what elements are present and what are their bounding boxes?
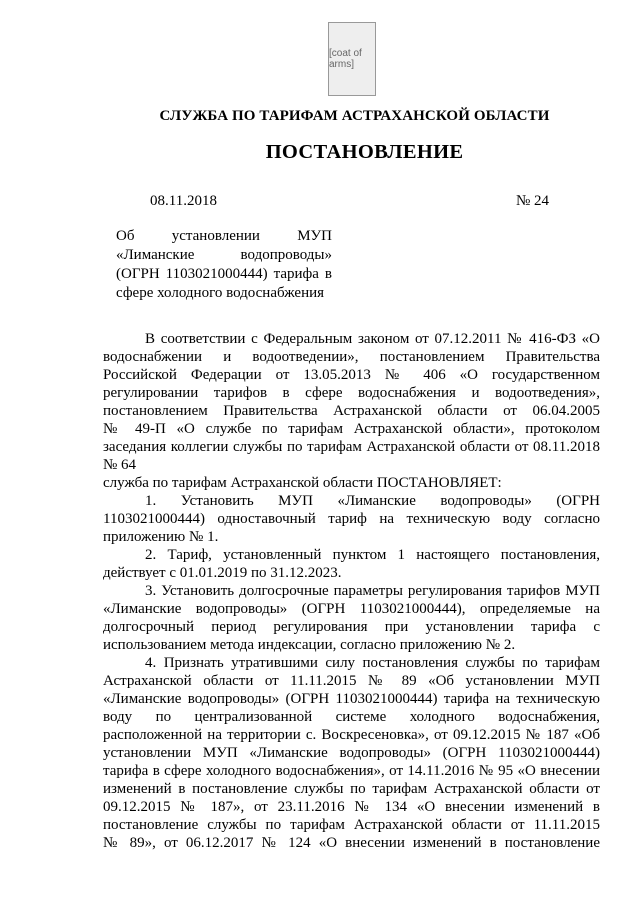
document-type-title: ПОСТАНОВЛЕНИЕ (265, 141, 464, 163)
body-line: № 89», от 06.12.2017 № 124 «О внесении изменений в постановление (103, 835, 600, 851)
astrakhan-coat-of-arms-icon: [coat of arms] (328, 22, 376, 96)
subject-line: «Лиманские водопроводы» (116, 247, 332, 263)
body-line: заседания коллегии службы по тарифам Астраханской области от 08.11.2018 (103, 439, 600, 455)
organization-name: СЛУЖБА ПО ТАРИФАМ АСТРАХАНСКОЙ ОБЛАСТИ (159, 108, 550, 124)
body-line: № 64 (103, 457, 137, 473)
body-line: изменений в постановление службы по тарифам Астраханской области от (103, 781, 600, 797)
body-line: установлении МУП «Лиманские водопроводы» (ОГРН 1103021000444) (103, 745, 600, 761)
subject-line: (ОГРН 1103021000444) тарифа в (116, 266, 332, 282)
body-line: регулировании тарифов в сфере водоснабжения и водоотведения», (103, 385, 600, 401)
body-line: тарифа в сфере холодного водоснабжения», от 14.11.2016 № 95 «О внесении (103, 763, 600, 779)
subject-line: сфере холодного водоснабжения (116, 285, 325, 301)
body-line: 4. Признать утратившими силу постановления службы по тарифам (145, 655, 600, 671)
body-line: постановление службы по тарифам Астраханской области от 11.11.2015 (103, 817, 600, 833)
body-line: действует с 01.01.2019 по 31.12.2023. (103, 565, 342, 581)
document-body (103, 330, 600, 852)
body-line: «Лиманские водопроводы» (ОГРН 1103021000444) тарифа на техническую (103, 691, 600, 707)
body-line: «Лиманские водопроводы» (ОГРН 1103021000444), определяемые на (103, 601, 600, 617)
body-line: водоснабжении и водоотведении», постановлением Правительства (103, 349, 600, 365)
subject-line: Об установлении МУП (116, 228, 332, 244)
body-line: 1103021000444) одноставочный тариф на техническую воду согласно (103, 511, 600, 527)
body-line: расположенной на территории с. Воскресеновка», от 09.12.2015 № 187 «Об (103, 727, 600, 743)
body-line: 3. Установить долгосрочные параметры регулирования тарифов МУП (145, 583, 600, 599)
body-line: 2. Тариф, установленный пунктом 1 настоящего постановления, (145, 547, 600, 563)
document-date: 08.11.2018 (150, 193, 217, 209)
body-line: 09.12.2015 № 187», от 23.11.2016 № 134 «О внесении изменений в (103, 799, 600, 815)
body-line: Астраханской области от 11.11.2015 № 89 «Об установлении МУП (103, 673, 600, 689)
document-subject (116, 227, 332, 303)
body-line: служба по тарифам Астраханской области ПОСТАНОВЛЯЕТ: (103, 475, 502, 491)
body-line: приложению № 1. (103, 529, 219, 545)
body-line: воду по централизованной системе холодного водоснабжения, (103, 709, 600, 725)
body-line: Российской Федерации от 13.05.2013 № 406 «О государственном (103, 367, 600, 383)
body-line: № 49-П «О службе по тарифам Астраханской области», протоколом (103, 421, 600, 437)
body-line: 1. Установить МУП «Лиманские водопроводы» (ОГРН (145, 493, 600, 509)
body-line: постановлением Правительства Астраханской области от 06.04.2005 (103, 403, 600, 419)
document-number: № 24 (516, 193, 550, 209)
body-line: использованием метода индексации, согласно приложению № 2. (103, 637, 516, 653)
body-line: долгосрочный период регулирования при установлении тарифа с (103, 619, 600, 635)
body-line: В соответствии с Федеральным законом от 07.12.2011 № 416-ФЗ «О (145, 331, 600, 347)
